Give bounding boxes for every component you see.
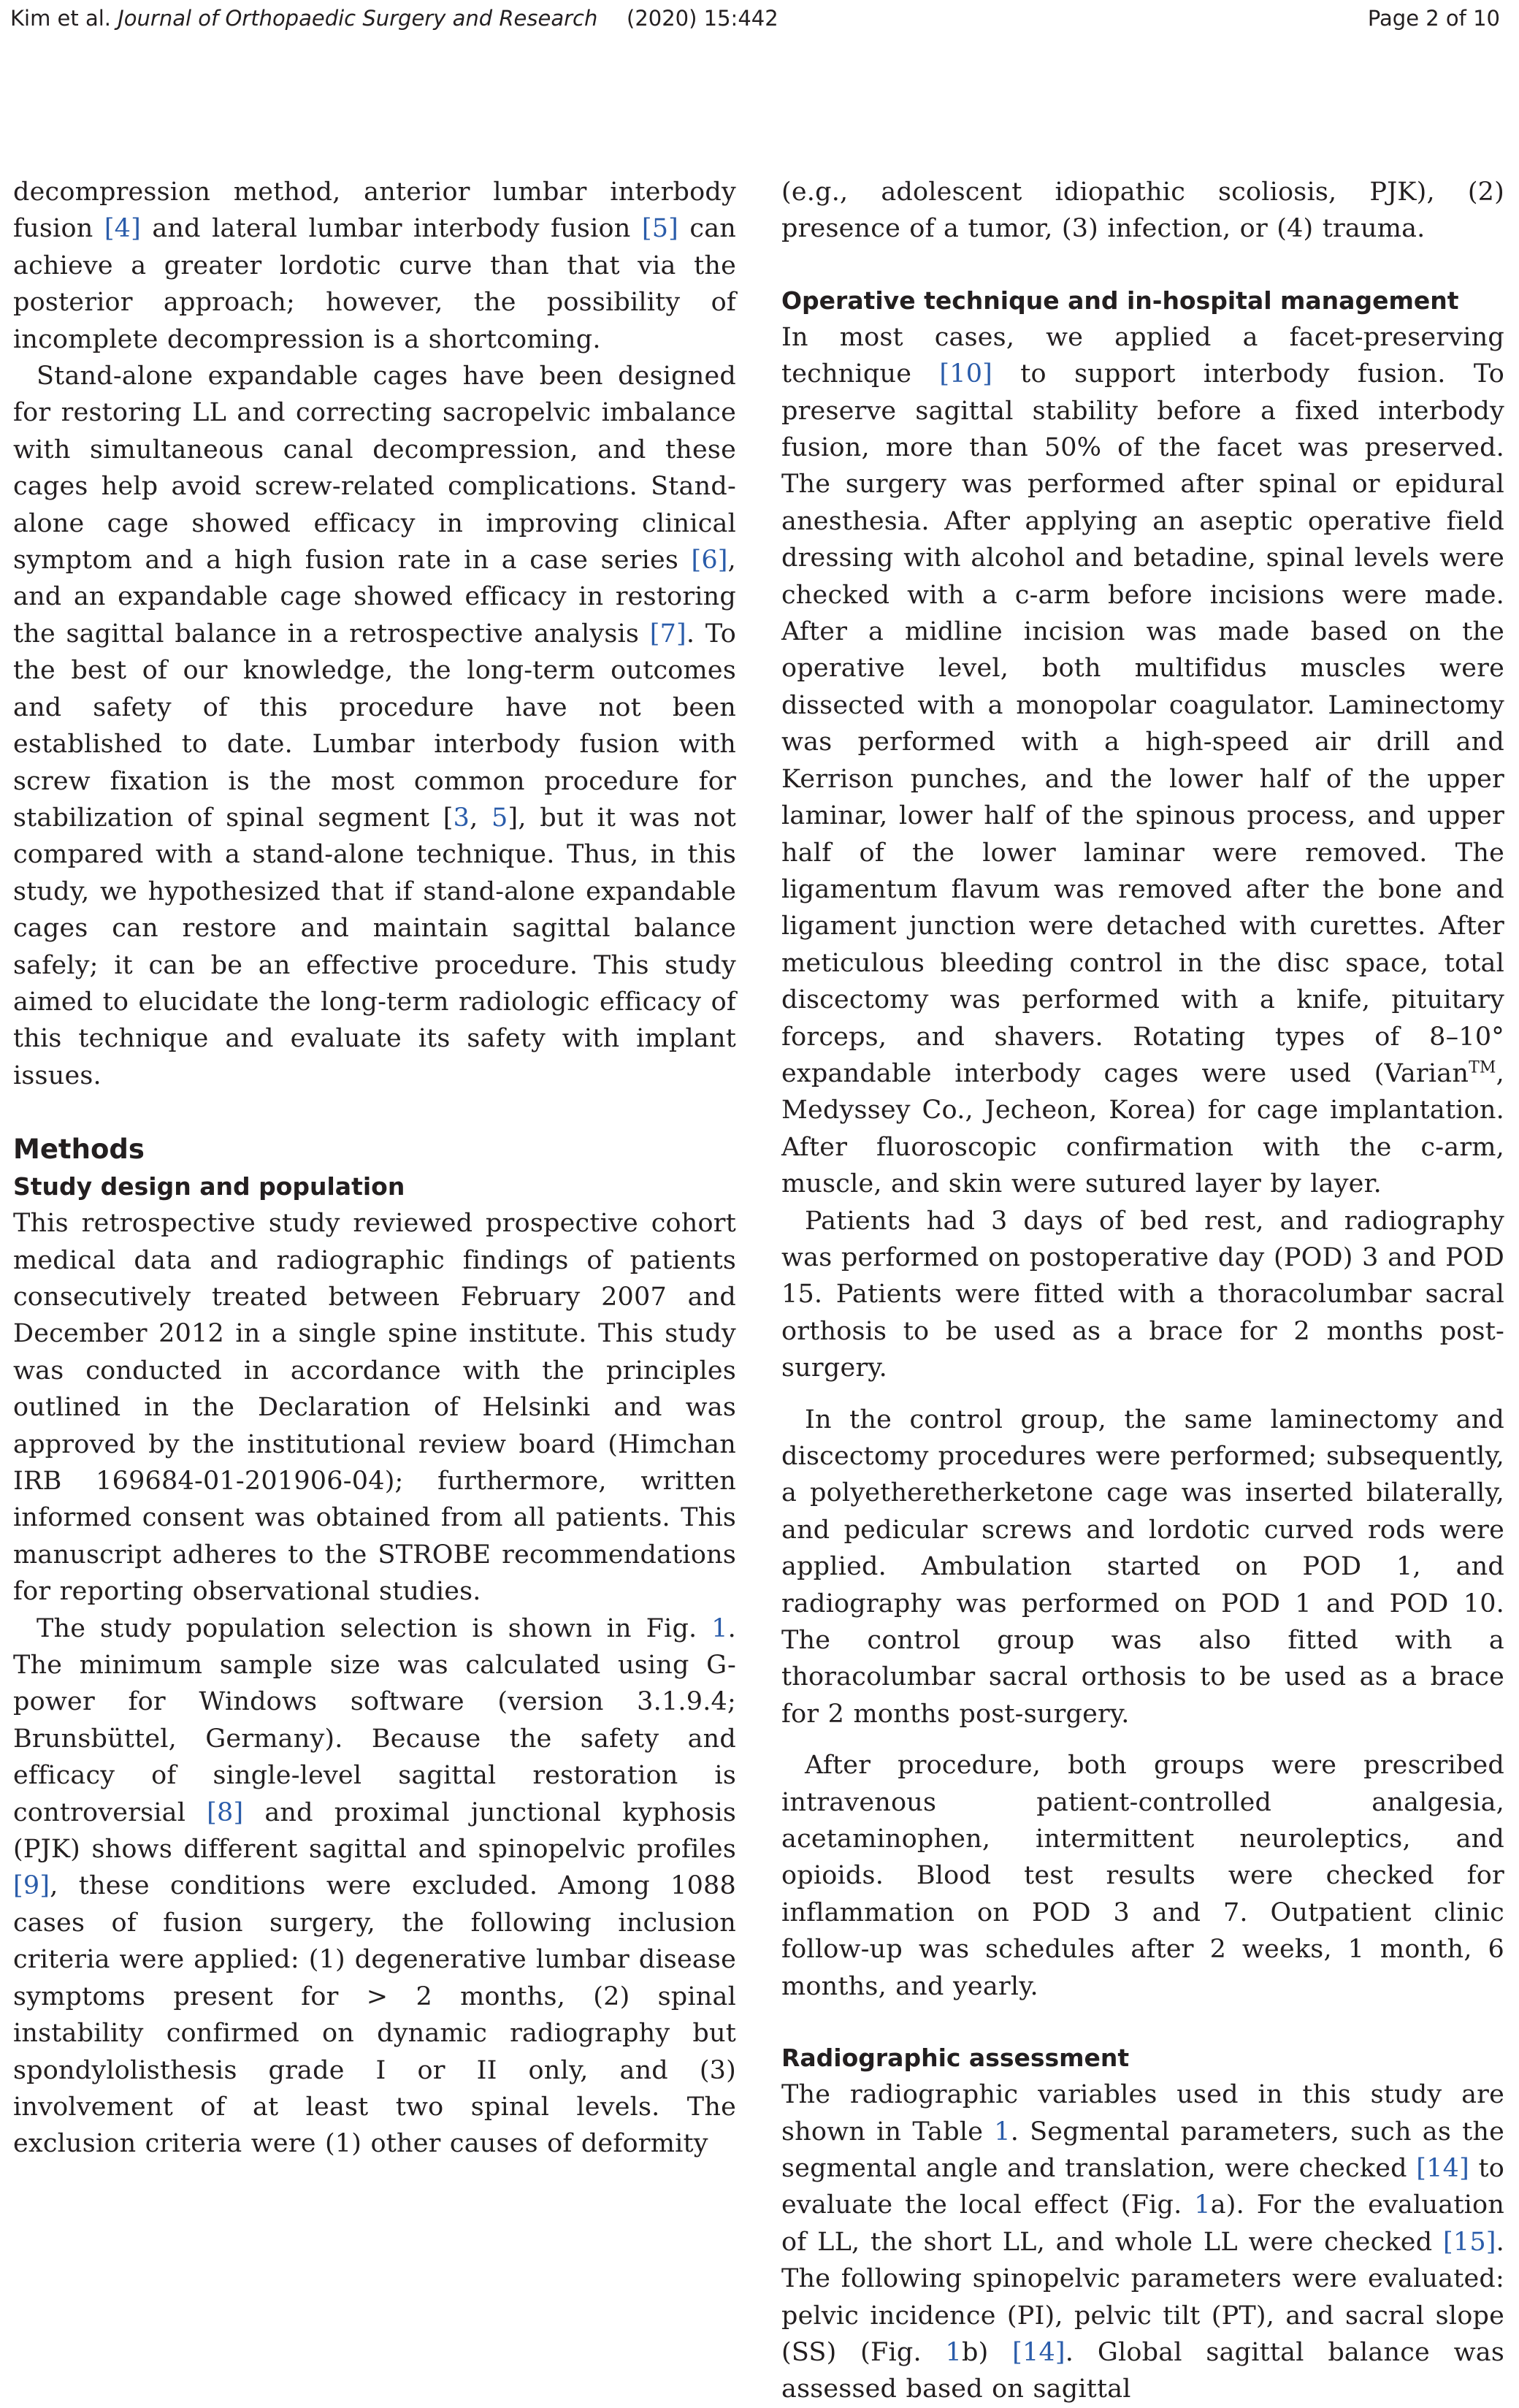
paragraph: In most cases, we applied a facet-preserving technique [10] to support interbody fusion. To preserve sagittal stability before a fixed interbody fusion, more than 50% of the facet was preserved. The surgery was performed after spinal or epidural anesthesia. After applying an aseptic operative field dressing with alcohol and betadine, spinal levels were checked with a c-arm before incisions were made. After a midline incision was made based on the operative level, both multifidus muscles were dissected with a monopolar coagulator. Laminectomy was performed with a high-speed air drill and Kerrison punches, and the lower half of the upper laminar, lower half of the spinous process, and upper half of the lower laminar were removed. The ligamentum flavum was removed after the bone and ligament junction were detached with curettes. After meticulous bleeding control in the disc space, total discectomy was performed with a knife, pituitary forceps, and shavers. Rotating types of 8–10° expandable interbody cages were used (Varian™, Medyssey Co., Jecheon, Korea) for cage implantation. After fluoroscopic confirmation with the c-arm, muscle, and skin were sutured layer by layer. (781, 322, 1504, 1199)
citation-link[interactable]: [14] (1416, 2153, 1469, 2183)
section-heading-methods: Methods (13, 1134, 145, 1166)
paragraph: Stand-alone expandable cages have been designed for restoring LL and correcting sacropelvic imbalance with simultaneous canal decompression, and these cages help avoid screw-related complications. Stand-alone cage showed efficacy in improving clinical symptom and a high fusion rate in a case series [6], and an expandable cage showed efficacy in restoring the sagittal balance in a retrospective analysis [7]. To the best of our knowledge, the long-term outcomes and safety of this procedure have not been established to date. Lumbar interbody fusion with screw fixation is the most common procedure for stabilization of spinal segment [3, 5], but it was not compared with a stand-alone technique. Thus, in this study, we hypothesized that if stand-alone expandable cages can restore and maintain sagittal balance safely; it can be an effective procedure. This study aimed to elucidate the long-term radiologic efficacy of this technique and evaluate its safety with implant issues. (13, 362, 736, 1090)
citation-link[interactable]: 1 (711, 1613, 728, 1643)
paragraph: In the control group, the same laminectomy and discectomy procedures were performed; subsequently, a polyetheretherketone cage was inserted bilaterally, and pedicular screws and lordotic curved rods were applied. Ambulation started on POD 1, and radiography was performed on POD 1 and POD 10. The control group was also fitted with a thoracolumbar sacral orthosis to be used as a brace for 2 months post-surgery. (781, 1404, 1504, 1729)
citation-link[interactable]: [4] (104, 214, 142, 244)
paragraph: After procedure, both groups were prescribed intravenous patient-controlled analgesia, acetaminophen, intermittent neuroleptics, and opioids. Blood test results were checked for inflammation on POD 3 and 7. Outpatient clinic follow-up was schedules after 2 weeks, 1 month, 6 months, and yearly. (781, 1751, 1504, 2001)
paragraph: The study population selection is shown in Fig. 1. The minimum sample size was calculated using G-power for Windows software (version 3.1.9.4; Brunsbüttel, Germany). Because the safety and efficacy of single-level sagittal restoration is controversial [8] and proximal junctional kyphosis (PJK) shows different sagittal and spinopelvic profiles [9], these conditions were excluded. Among 1088 cases of fusion surgery, the following inclusion criteria were applied: (1) degenerative lumbar disease symptoms present for > 2 months, (2) spinal instability confirmed on dynamic radiography but spondylolisthesis grade I or II only, and (3) involvement of at least two spinal levels. The exclusion criteria were (1) other causes of deformity (13, 1613, 736, 2159)
citation-link[interactable]: 3 (453, 803, 470, 833)
citation-link[interactable]: [8] (207, 1797, 244, 1827)
citation-link[interactable]: 1 (994, 2117, 1011, 2147)
paragraph: This retrospective study reviewed prospective cohort medical data and radiographic findings of patients consecutively treated between February 2007 and December 2012 in a single spine institute. This study was conducted in accordance with the principles outlined in the Declaration of Helsinki and was approved by the institutional review board (Himchan IRB 169684-01-201906-04); furthermore, written informed consent was obtained from all patients. This manuscript adheres to the STROBE recommendations for reporting observational studies. (13, 1209, 736, 1607)
subsection-heading-study-design: Study design and population (13, 1172, 405, 1201)
trademark-superscript: TM (1469, 1058, 1496, 1077)
paragraph: (e.g., adolescent idiopathic scoliosis, PJK), (2) presence of a tumor, (3) infection, or (4) trauma. (781, 177, 1504, 244)
paragraph: The radiographic variables used in this study are shown in Table 1. Segmental parameters, such as the segmental angle and translation, were checked [14] to evaluate the local effect (Fig. 1a). For the evaluation of LL, the short LL, and whole LL were checked [15]. The following spinopelvic parameters were evaluated: pelvic incidence (PI), pelvic tilt (PT), and sacral slope (SS) (Fig. 1b) [14]. Global sagittal balance was assessed based on sagittal (781, 2080, 1505, 2404)
citation-link[interactable]: [9] (13, 1871, 50, 1901)
citation-link[interactable]: 5 (491, 803, 508, 833)
citation-link[interactable]: [6] (691, 546, 728, 576)
header-page-number: Page 2 of 10 (1367, 6, 1500, 31)
citation-link[interactable]: 1 (1194, 2190, 1211, 2220)
citation-link[interactable]: [10] (939, 359, 993, 389)
citation-link[interactable]: [14] (1012, 2337, 1065, 2367)
paragraph: Patients had 3 days of bed rest, and radiography was performed on postoperative day (POD) 3 and POD 15. Patients were fitted with a thoracolumbar sacral orthosis to be used as a brace for 2 months post-surgery. (781, 1206, 1504, 1383)
header-citation (10, 6, 597, 31)
citation-link[interactable]: [5] (641, 214, 679, 244)
paragraph: decompression method, anterior lumbar interbody fusion [4] and lateral lumbar interbody fusion [5] can achieve a greater lordotic curve than that via the posterior approach; however, the possibility of incomplete decompression is a shortcoming. (13, 177, 737, 354)
right-column (781, 174, 1504, 2408)
header-authors: Kim et al. (10, 6, 112, 31)
citation-link[interactable]: [15] (1443, 2227, 1496, 2257)
subsection-heading-operative-technique: Operative technique and in-hospital management (781, 286, 1459, 315)
header-journal: Journal of Orthopaedic Surgery and Research (118, 6, 598, 31)
citation-link[interactable]: [7] (649, 619, 686, 649)
running-header (0, 0, 1519, 41)
citation-link[interactable]: 1 (945, 2337, 962, 2367)
left-column (13, 174, 736, 2163)
header-year-volume: (2020) 15:442 (627, 6, 778, 31)
subsection-heading-radiographic-assessment: Radiographic assessment (781, 2044, 1130, 2073)
